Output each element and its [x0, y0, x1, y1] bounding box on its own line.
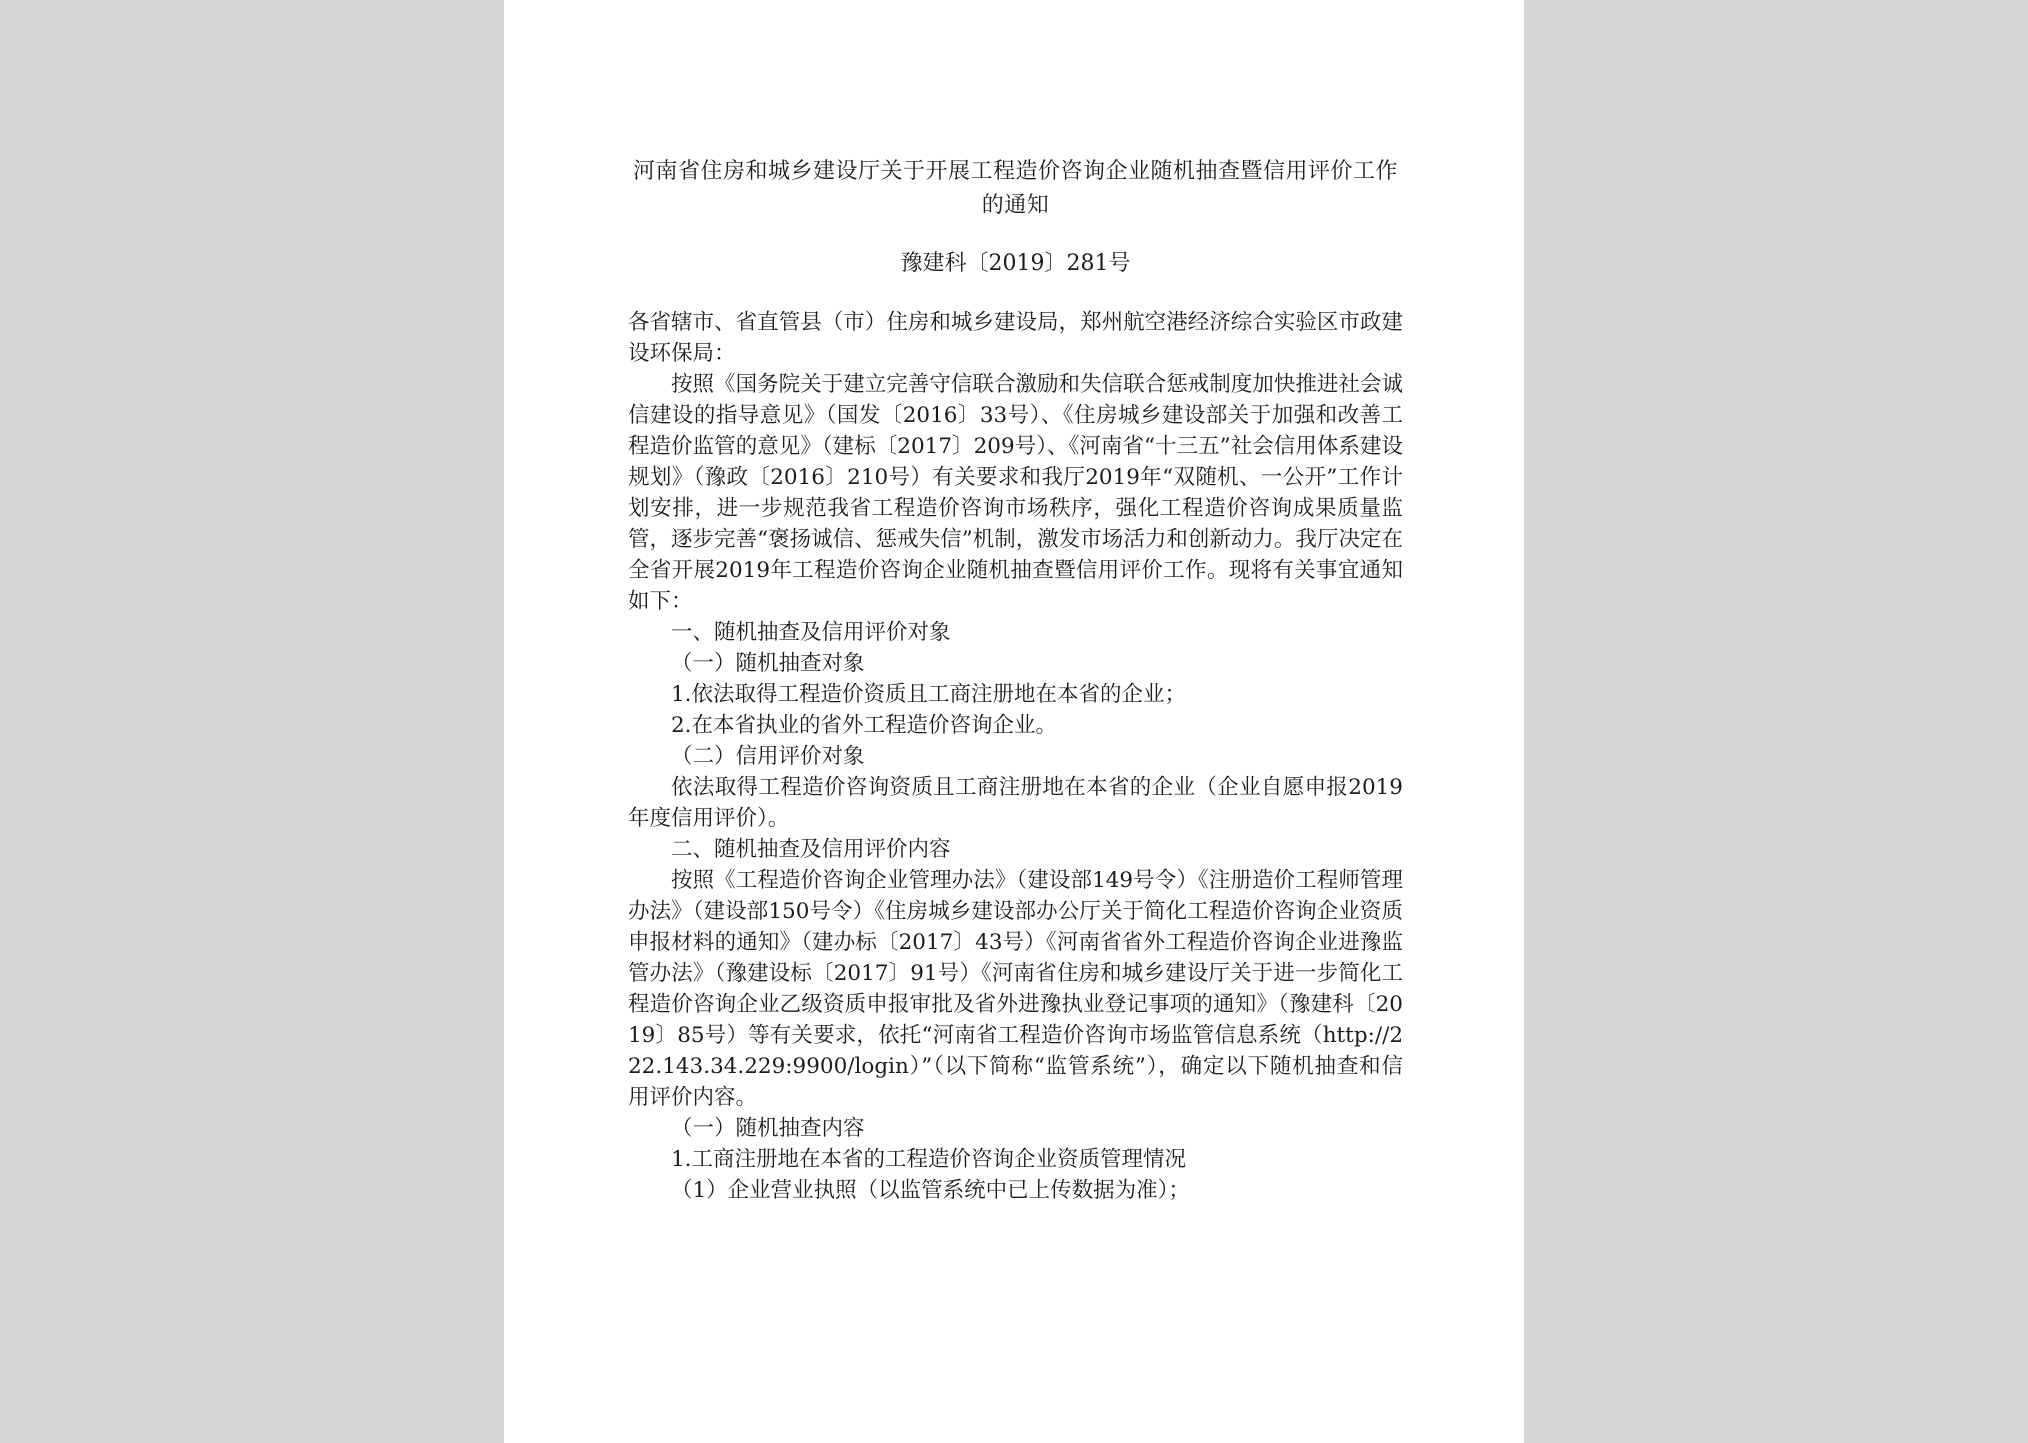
document-page — [504, 0, 1524, 1443]
salutation: 各省辖市、省直管县（市）住房和城乡建设局，郑州航空港经济综合实验区市政建设环保局： — [628, 310, 1403, 366]
paragraph-basis: 按照《工程造价咨询企业管理办法》（建设部149号令）《注册造价工程师管理办法》（建设部150号令）《住房城乡建设部办公厅关于简化工程造价咨询企业资质申报材料的通知》（建办标〔2017〕43号）《河南省省外工程造价咨询企业进豫监管办法》（豫建设标〔2017〕91号）《河南省住房和城乡建设厅关于进一步简化工程造价咨询企业乙级资质申报审批及省外进豫执业登记事项的通知》（豫建科〔2019〕85号）等有关要求，依托“河南省工程造价咨询市场监管信息系统（http://222.143.34.229:9900/login）”（以下简称“监管系统”），确定以下随机抽查和信用评价内容。 — [628, 868, 1403, 1110]
list-item-qualification: 1.工商注册地在本省的工程造价咨询企业资质管理情况 — [671, 1147, 1187, 1172]
paragraph-intro: 按照《国务院关于建立完善守信联合激励和失信联合惩戒制度加快推进社会诚信建设的指导意见》（国发〔2016〕33号）、《住房城乡建设部关于加强和改善工程造价监管的意见》（建标〔2017〕209号）、《河南省“十三五”社会信用体系建设规划》（豫政〔2016〕210号）有关要求和我厅2019年“双随机、一公开”工作计划安排，进一步规范我省工程造价咨询市场秩序，强化工程造价咨询成果质量监管，逐步完善“褒扬诚信、惩戒失信”机制，激发市场活力和创新动力。我厅决定在全省开展2019年工程造价咨询企业随机抽查暨信用评价工作。现将有关事宜通知如下： — [628, 372, 1403, 614]
document-title: 河南省住房和城乡建设厅关于开展工程造价咨询企业随机抽查暨信用评价工作的通知 — [632, 159, 1398, 218]
subheading-random-check-targets: （一）随机抽查对象 — [671, 651, 865, 676]
document-body — [628, 155, 1403, 1206]
heading-section-2: 二、随机抽查及信用评价内容 — [671, 837, 951, 862]
list-item-1: 1.依法取得工程造价资质且工商注册地在本省的企业； — [671, 682, 1187, 707]
list-item-business-license: （1）企业营业执照（以监管系统中已上传数据为准）； — [671, 1178, 1190, 1203]
document-number: 豫建科〔2019〕281号 — [900, 251, 1131, 276]
subheading-credit-evaluation-targets: （二）信用评价对象 — [671, 744, 865, 769]
subheading-random-check-content: （一）随机抽查内容 — [671, 1116, 865, 1141]
list-item-2: 2.在本省执业的省外工程造价咨询企业。 — [671, 713, 1058, 738]
heading-section-1: 一、随机抽查及信用评价对象 — [671, 620, 951, 645]
paragraph-credit-targets: 依法取得工程造价咨询资质且工商注册地在本省的企业（企业自愿申报2019年度信用评价）。 — [628, 775, 1403, 831]
